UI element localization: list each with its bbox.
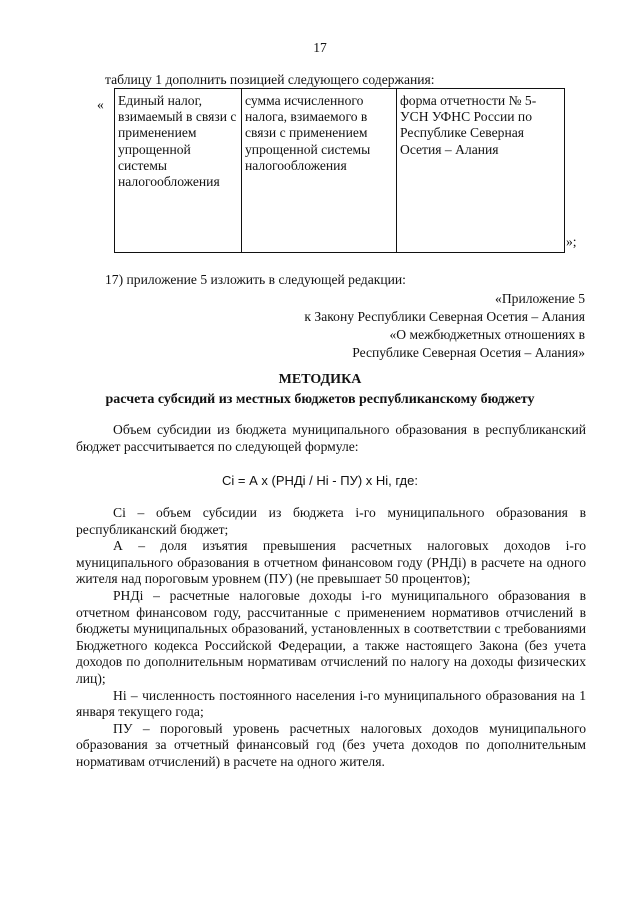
definition-ci: Ci – объем субсидии из бюджета i-го муниципального образования в республиканский бюджет; (76, 505, 586, 537)
definition-hi: Нi – численность постоянного населения i-го муниципального образования на 1 января текущего года; (76, 687, 586, 720)
intro-paragraph: Объем субсидии из бюджета муниципального образования в республиканский бюджет рассчитывается по следующей формуле: (76, 422, 586, 454)
definition-rnd: РНДi – расчетные налоговые доходы i-го муниципального образования в отчетном финансовом году, рассчитанные с применением нормативов отчислений в бюджеты муниципальных образований, установленных в соответствии с требованиями Бюджетного кодекса Российской Федерации, а также настоящего Закона (без учета доходов по дополнительным нормативам отчислений по налогу на доходы физических лиц); (76, 587, 586, 686)
item-17: 17) приложение 5 изложить в следующей редакции: (105, 272, 406, 287)
tax-table (114, 88, 565, 253)
page-number: 17 (313, 40, 327, 55)
table-cell-tax-name: Единый налог, взимаемый в связи с применением упрощенной системы налогообложения (115, 89, 242, 253)
table-cell-report-form: форма отчетности № 5-УСН УФНС России по Республике Северная Осетия – Алания (397, 89, 565, 253)
definitions-block (76, 505, 586, 771)
quote-open: « (97, 97, 104, 112)
appendix-header-line: «Приложение 5 (495, 291, 585, 306)
appendix-header-line: Республике Северная Осетия – Алания» (352, 345, 585, 360)
quote-close: »; (566, 234, 577, 249)
table-row (115, 89, 565, 253)
document-title: МЕТОДИКА (278, 372, 362, 387)
formula: Ci = А x (РНДi / Нi - ПУ) x Нi, где: (222, 473, 418, 488)
table-cell-tax-amount: сумма исчисленного налога, взимаемого в связи с применением упрощенной системы налогообложения (242, 89, 397, 253)
document-subtitle: расчета субсидий из местных бюджетов республиканскому бюджету (105, 392, 535, 407)
intro-line: таблицу 1 дополнить позицией следующего содержания: (105, 72, 435, 87)
appendix-header-line: «О межбюджетных отношениях в (389, 327, 585, 342)
definition-a: А – доля изъятия превышения расчетных налоговых доходов i-го муниципального образования в отчетном финансовом году (РНДi) в расчете на одного жителя над пороговым уровнем (ПУ) (не превышает 50 процентов); (76, 538, 586, 587)
definition-pu: ПУ – пороговый уровень расчетных налоговых доходов муниципального образования за отчетный финансовый год (без учета доходов по дополнительным нормативам отчислений) в расчете на одного жителя. (76, 720, 586, 769)
appendix-header-line: к Закону Республики Северная Осетия – Алания (304, 309, 585, 324)
